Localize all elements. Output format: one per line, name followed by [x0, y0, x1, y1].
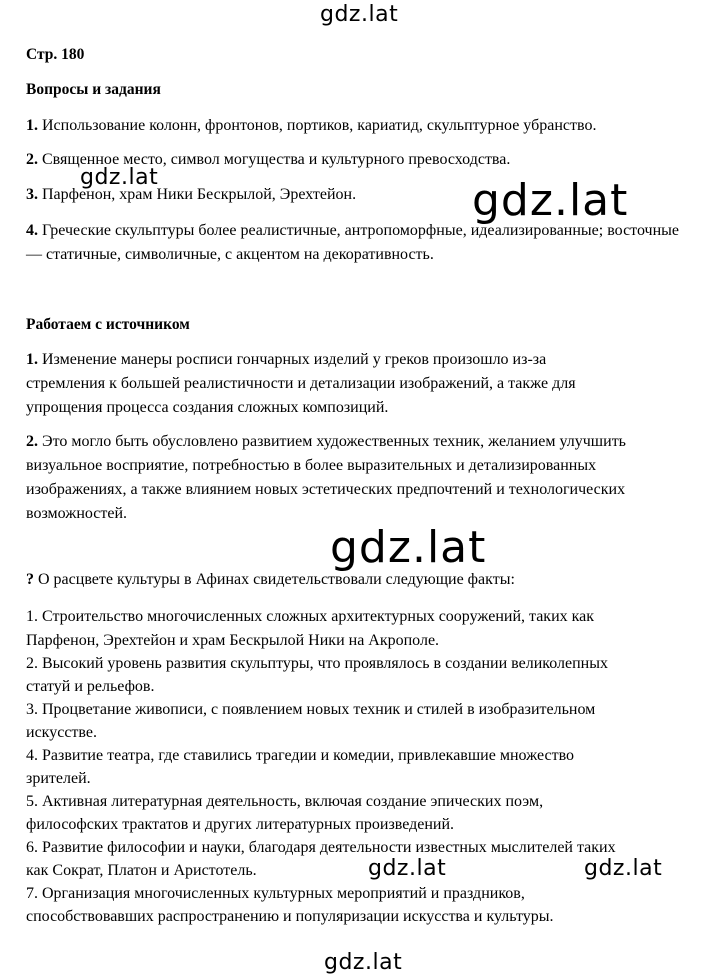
facts-line: статуй и рельефов.: [26, 678, 155, 695]
facts-line: способствовавших распространению и популяризации искусства и культуры.: [26, 908, 554, 925]
answer-number: 4.: [26, 222, 38, 239]
facts-line: 5. Активная литературная деятельность, включая создание эпических поэм,: [26, 793, 544, 810]
watermark-large-right: gdz.lat: [472, 175, 629, 226]
answer-text: Использование колонн, фронтонов, портиков, кариатид, скульптурное убранство.: [42, 117, 597, 134]
facts-line: искусстве.: [26, 724, 97, 741]
watermark-left: gdz.lat: [80, 165, 159, 190]
answer-text: Это могло быть обусловлено развитием художественных техник, желанием улучшить визуальное восприятие, потребностью в более выразительных и детализированных изображениях, а также влиянием новых эстетических предпочтений и технологических возможностей.: [26, 433, 626, 522]
watermark-bottom-mid: gdz.lat: [368, 856, 447, 881]
answer-text: Священное место, символ могущества и культурного превосходства.: [42, 151, 511, 168]
answer-text: Парфенон, храм Ники Бескрылой, Эрехтейон.: [42, 186, 357, 203]
source-answer-1: [26, 348, 626, 420]
answer-number: 3.: [26, 186, 38, 203]
answer-number: 1.: [26, 351, 38, 368]
answer-1: [26, 114, 686, 138]
facts-line: как Сократ, Платон и Аристотель.: [26, 862, 257, 879]
section-heading-source: Работаем с источником: [26, 316, 190, 333]
facts-line: Парфенон, Эрехтейон и храм Бескрылой Ники на Акрополе.: [26, 632, 440, 649]
facts-line: 2. Высокий уровень развития скульптуры, что проявлялось в создании великолепных: [26, 655, 608, 672]
page-number: Стр. 180: [26, 46, 85, 63]
section-heading-questions: Вопросы и задания: [26, 81, 161, 98]
answer-text: Греческие скульптуры более реалистичные, антропоморфные, идеализированные; восточные — статичные, символичные, с акцентом на декоративность.: [26, 222, 679, 263]
answer-3: [26, 183, 686, 207]
facts-line: зрителей.: [26, 770, 91, 787]
watermark-bottom-right: gdz.lat: [584, 856, 663, 881]
question-text: О расцвете культуры в Афинах свидетельствовали следующие факты:: [38, 571, 515, 588]
question-line: [26, 571, 696, 589]
answer-4: [26, 219, 686, 267]
facts-line: 4. Развитие театра, где ставились трагедии и комедии, привлекавшие множество: [26, 747, 575, 764]
facts-line: 6. Развитие философии и науки, благодаря деятельности известных мыслителей таких: [26, 839, 616, 856]
question-mark: ?: [26, 571, 34, 588]
facts-line: 7. Организация многочисленных культурных мероприятий и праздников,: [26, 885, 525, 902]
source-answer-2: [26, 430, 626, 526]
answer-number: 1.: [26, 117, 38, 134]
watermark-top: gdz.lat: [320, 2, 399, 27]
facts-line: 1. Строительство многочисленных сложных архитектурных сооружений, таких как: [26, 608, 595, 625]
answer-2: [26, 148, 686, 172]
watermark-large-center: gdz.lat: [330, 522, 487, 573]
answer-number: 2.: [26, 433, 38, 450]
answer-number: 2.: [26, 151, 38, 168]
answer-text: Изменение манеры росписи гончарных изделий у греков произошло из-за стремления к большей реалистичности и детализации изображений, а также для упрощения процесса создания сложных композиций.: [26, 351, 576, 416]
facts-line: философских трактатов и других литературных произведений.: [26, 816, 455, 833]
watermark-footer: gdz.lat: [324, 950, 403, 975]
facts-line: 3. Процветание живописи, с появлением новых техник и стилей в изобразительном: [26, 701, 596, 718]
